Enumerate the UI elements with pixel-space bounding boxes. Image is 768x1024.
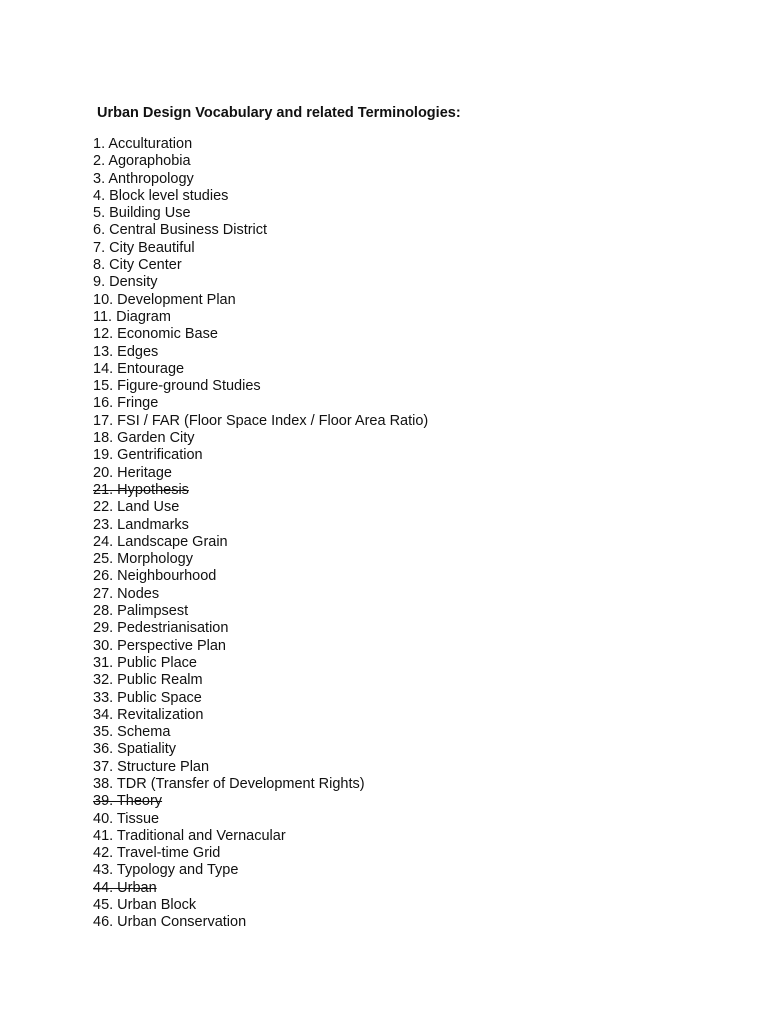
term-item: 22. Land Use — [93, 499, 180, 516]
term-item: 10. Development Plan — [93, 291, 236, 308]
term-item: 35. Schema — [93, 724, 171, 741]
term-item: 3. Anthropology — [93, 170, 194, 187]
term-item: 18. Garden City — [93, 430, 195, 447]
term-item: 25. Morphology — [93, 551, 193, 568]
term-item: 23. Landmarks — [93, 516, 189, 533]
term-item: 41. Traditional and Vernacular — [93, 827, 286, 844]
term-item: 12. Economic Base — [93, 326, 218, 343]
term-list — [93, 136, 428, 932]
term-item: 40. Tissue — [93, 810, 160, 827]
term-item: 32. Public Realm — [93, 672, 203, 689]
term-item: 27. Nodes — [93, 585, 160, 602]
struck-term-item: 39. Theory — [93, 793, 163, 810]
term-item: 5. Building Use — [93, 205, 191, 222]
term-item: 17. FSI / FAR (Floor Space Index / Floor Area Ratio) — [93, 412, 429, 429]
term-item: 20. Heritage — [93, 464, 172, 481]
term-item: 36. Spatiality — [93, 741, 177, 758]
term-item: 33. Public Space — [93, 689, 202, 706]
term-item: 14. Entourage — [93, 360, 185, 377]
term-item: 30. Perspective Plan — [93, 637, 226, 654]
term-item: 7. City Beautiful — [93, 239, 195, 256]
term-item: 1. Acculturation — [93, 136, 193, 152]
term-item: 19. Gentrification — [93, 447, 203, 464]
term-item: 24. Landscape Grain — [93, 533, 228, 550]
term-item: 16. Fringe — [93, 395, 159, 412]
document-title: Urban Design Vocabulary and related Terminologies: — [97, 105, 461, 121]
term-item: 9. Density — [93, 274, 158, 291]
term-item: 43. Typology and Type — [93, 862, 239, 879]
term-item: 8. City Center — [93, 257, 182, 274]
term-item: 11. Diagram — [93, 308, 171, 325]
struck-term-item: 21. Hypothesis — [93, 481, 189, 498]
term-item: 29. Pedestrianisation — [93, 620, 229, 637]
term-item: 28. Palimpsest — [93, 603, 189, 620]
term-item: 42. Travel-time Grid — [93, 845, 221, 862]
term-item: 37. Structure Plan — [93, 758, 210, 775]
term-item: 45. Urban Block — [93, 897, 197, 914]
term-item: 6. Central Business District — [93, 222, 268, 239]
term-item: 15. Figure-ground Studies — [93, 378, 261, 395]
term-item: 4. Block level studies — [93, 187, 229, 204]
term-item: 2. Agoraphobia — [93, 153, 191, 170]
term-item: 13. Edges — [93, 343, 159, 360]
term-item: 26. Neighbourhood — [93, 568, 217, 585]
struck-term-item: 44. Urban — [93, 879, 157, 896]
term-item: 38. TDR (Transfer of Development Rights) — [93, 775, 365, 792]
term-item: 34. Revitalization — [93, 706, 204, 723]
term-item: 31. Public Place — [93, 654, 197, 671]
term-item: 46. Urban Conservation — [93, 914, 247, 931]
